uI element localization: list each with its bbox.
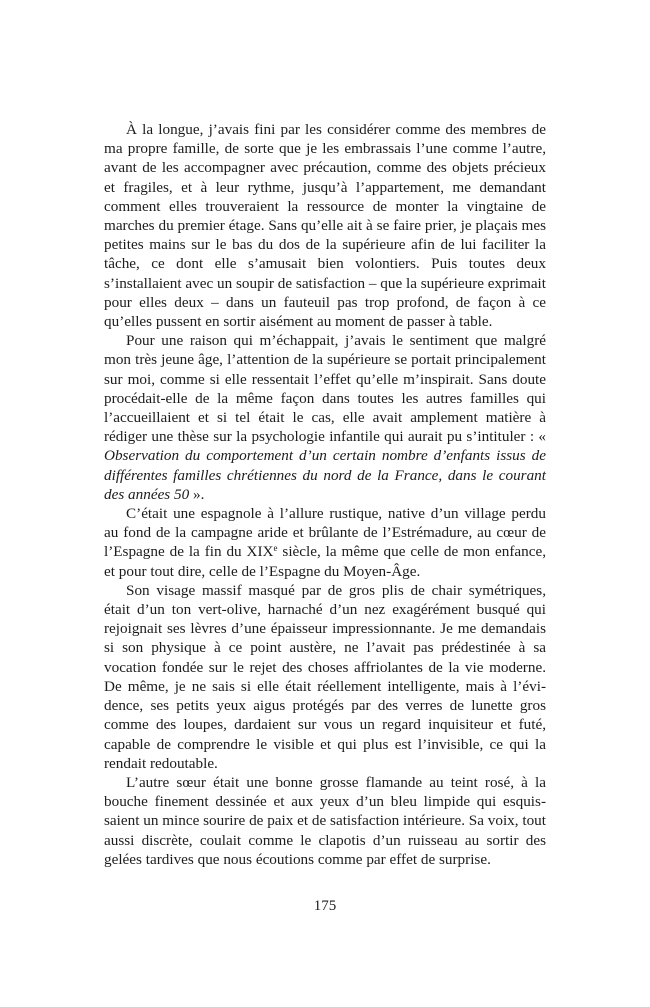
paragraph-1 — [104, 120, 546, 331]
paragraph-3 — [104, 504, 546, 581]
paragraph-3-text-start: C’était une espagnole à l’allure rustique, native d’un village perdu au fond de la campagne aride et brûlante de l’Estrémadure, au cœur de l’Espagne de la fin du XIX — [104, 505, 546, 561]
paragraph-3-text-end: siècle, la même que celle de mon enfance, et pour tout dire, celle de l’Espagne du Moyen-Âge. — [104, 543, 547, 580]
paragraph-2-text-end: ». — [189, 485, 205, 503]
century-superscript: e — [273, 543, 278, 554]
page-number: 175 — [313, 898, 337, 914]
paragraph-5-text: L’autre sœur était une bonne grosse flamande au teint rosé, à la bouche finement dessinée et aux yeux d’un bleu limpide qui esquissaient un mince sourire de paix et de satisfaction intérieure. Sa voix, tout aussi discrète, coulait comme le clapotis d’un ruisseau au sortir des gelées tardives que nous écoutions comme par effet de surprise. — [104, 773, 546, 868]
paragraph-5 — [104, 773, 546, 869]
paragraph-2-text-start: Pour une raison qui m’échappait, j’avais le sentiment que malgré mon très jeune âge, l’attention de la supérieure se portait principalement sur moi, comme si elle ressentait l’effet qu’elle m’inspirait. Sans doute procédait-elle de la même façon dans toutes les autres familles qui l’accueillaient et si tel était le cas, elle avait amplement matière à rédiger une thèse sur la psychologie infantile qui aurait pu s’intituler : « — [104, 332, 546, 446]
body-text — [104, 120, 546, 869]
paragraph-4-text: Son visage massif masqué par de gros plis de chair symétriques, était d’un ton vert-olive, harnaché d’un nez exagérément busqué qui rejoignait ses lèvres d’une épaisseur impressionnante. Je me demandais si son physique à ce point austère, ne l’avait pas prédestinée à sa vocation fondée sur le rejet des choses affriolantes de la vie moderne. De même, je ne sais si elle était réellement intelligente, mais à l’évidence, ses petits yeux aigus protégés par des verres de lunette gros comme des loupes, dardaient sur vous un regard inquisiteur et futé, capable de comprendre le visible et qui plus est l’invisible, ce qui la rendait redoutable. — [104, 581, 546, 772]
paragraph-4 — [104, 581, 546, 773]
paragraph-2 — [104, 331, 546, 504]
paragraph-2-italic-title: Observation du comportement d’un certain nombre d’enfants issus de différentes familles chrétiennes du nord de la France, dans le courant des années 50 — [104, 447, 546, 503]
paragraph-1-text: À la longue, j’avais fini par les considérer comme des membres de ma propre famille, de sorte que je les embrassais l’une comme l’autre, avant de les accompagner avec précaution, comme des objets précieux et fragiles, et à leur rythme, jusqu’à l’appartement, me demandant comment elles trouveraient la ressource de monter la vingtaine de marches du premier étage. Sans qu’elle ait à se faire prier, je plaçais mes petites mains sur le bas du dos de la supérieure afin de lui faciliter la tâche, ce dont elle s’amusait bien volontiers. Puis toutes deux s’installaient avec un soupir de satisfaction – que la supérieure exprimait pour elles deux – dans un fauteuil pas trop profond, de façon à ce qu’elles pussent en sortir aisément au moment de passer à table. — [104, 121, 546, 331]
